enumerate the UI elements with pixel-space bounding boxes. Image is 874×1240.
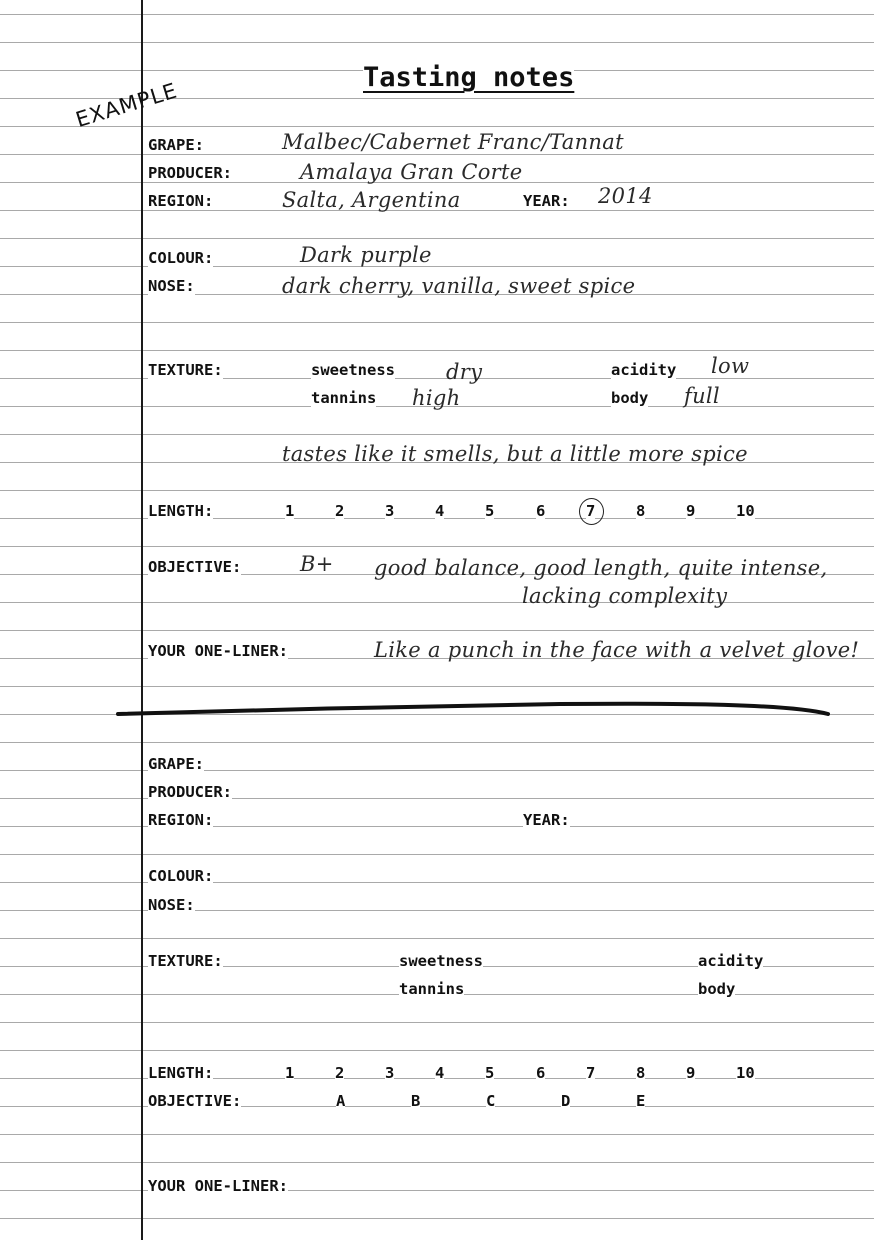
example-length-9: 9: [686, 502, 696, 520]
example-year-value: 2014: [598, 184, 653, 208]
length-selection-circle: [579, 498, 604, 525]
example-body-label: body: [611, 389, 649, 407]
blank-length-6: 6: [536, 1064, 546, 1082]
blank-objective-grade-c: C: [486, 1092, 496, 1110]
example-nose-value: dark cherry, vanilla, sweet spice: [282, 274, 636, 298]
example-length-10: 10: [736, 502, 755, 520]
example-palate-note: tastes like it smells, but a little more spice: [282, 442, 748, 466]
example-region-value: Salta, Argentina: [282, 188, 461, 212]
example-length-4: 4: [435, 502, 445, 520]
blank-length-9: 9: [686, 1064, 696, 1082]
blank-objective-grade-e: E: [636, 1092, 646, 1110]
example-length-3: 3: [385, 502, 395, 520]
example-nose-label: NOSE:: [148, 277, 195, 295]
blank-sweetness-label: sweetness: [399, 952, 483, 970]
example-length-5: 5: [485, 502, 495, 520]
section-divider-stroke: [0, 690, 874, 730]
example-length-1: 1: [285, 502, 295, 520]
blank-region-label: REGION:: [148, 811, 214, 829]
blank-colour-label: COLOUR:: [148, 867, 214, 885]
example-producer-label: PRODUCER:: [148, 164, 232, 182]
example-objective-grade: B+: [300, 552, 334, 576]
blank-body-label: body: [698, 980, 736, 998]
blank-length-4: 4: [435, 1064, 445, 1082]
example-length-6: 6: [536, 502, 546, 520]
blank-length-3: 3: [385, 1064, 395, 1082]
example-objective-note-line1: good balance, good length, quite intense,: [374, 556, 828, 580]
example-year-label: YEAR:: [523, 192, 570, 210]
example-grape-label: GRAPE:: [148, 136, 204, 154]
example-length-7: 7: [586, 502, 596, 520]
example-sweetness-value: dry: [446, 360, 483, 384]
blank-length-8: 8: [636, 1064, 646, 1082]
blank-grape-label: GRAPE:: [148, 755, 204, 773]
blank-objective-grade-a: A: [336, 1092, 346, 1110]
blank-producer-label: PRODUCER:: [148, 783, 232, 801]
blank-year-label: YEAR:: [523, 811, 570, 829]
page-title: Tasting notes: [363, 62, 575, 93]
blank-objective-grade-b: B: [411, 1092, 421, 1110]
blank-length-5: 5: [485, 1064, 495, 1082]
blank-length-7: 7: [586, 1064, 596, 1082]
example-tannins-value: high: [412, 386, 461, 410]
example-stamp: EXAMPLE: [72, 78, 181, 132]
margin-line: [141, 0, 143, 1240]
blank-objective-label: OBJECTIVE:: [148, 1092, 242, 1110]
blank-nose-label: NOSE:: [148, 896, 195, 914]
example-objective-label: OBJECTIVE:: [148, 558, 242, 576]
example-one-liner-value: Like a punch in the face with a velvet glove!: [374, 638, 860, 662]
blank-length-10: 10: [736, 1064, 755, 1082]
example-producer-value: Amalaya Gran Corte: [300, 160, 523, 184]
example-texture-label: TEXTURE:: [148, 361, 223, 379]
blank-length-1: 1: [285, 1064, 295, 1082]
blank-objective-grade-d: D: [561, 1092, 571, 1110]
blank-length-label: LENGTH:: [148, 1064, 214, 1082]
example-acidity-label: acidity: [611, 361, 677, 379]
example-length-2: 2: [335, 502, 345, 520]
example-acidity-value: low: [711, 354, 750, 378]
example-tannins-label: tannins: [311, 389, 377, 407]
example-colour-value: Dark purple: [300, 243, 432, 267]
example-body-value: full: [684, 384, 720, 408]
example-one-liner-label: YOUR ONE-LINER:: [148, 642, 288, 660]
example-length-label: LENGTH:: [148, 502, 214, 520]
example-colour-label: COLOUR:: [148, 249, 214, 267]
example-objective-note-line2: lacking complexity: [522, 584, 728, 608]
example-sweetness-label: sweetness: [311, 361, 395, 379]
blank-tannins-label: tannins: [399, 980, 465, 998]
blank-one-liner-label: YOUR ONE-LINER:: [148, 1177, 288, 1195]
blank-length-2: 2: [335, 1064, 345, 1082]
blank-acidity-label: acidity: [698, 952, 764, 970]
example-grape-value: Malbec/Cabernet Franc/Tannat: [282, 130, 624, 154]
example-region-label: REGION:: [148, 192, 214, 210]
example-length-8: 8: [636, 502, 646, 520]
blank-texture-label: TEXTURE:: [148, 952, 223, 970]
